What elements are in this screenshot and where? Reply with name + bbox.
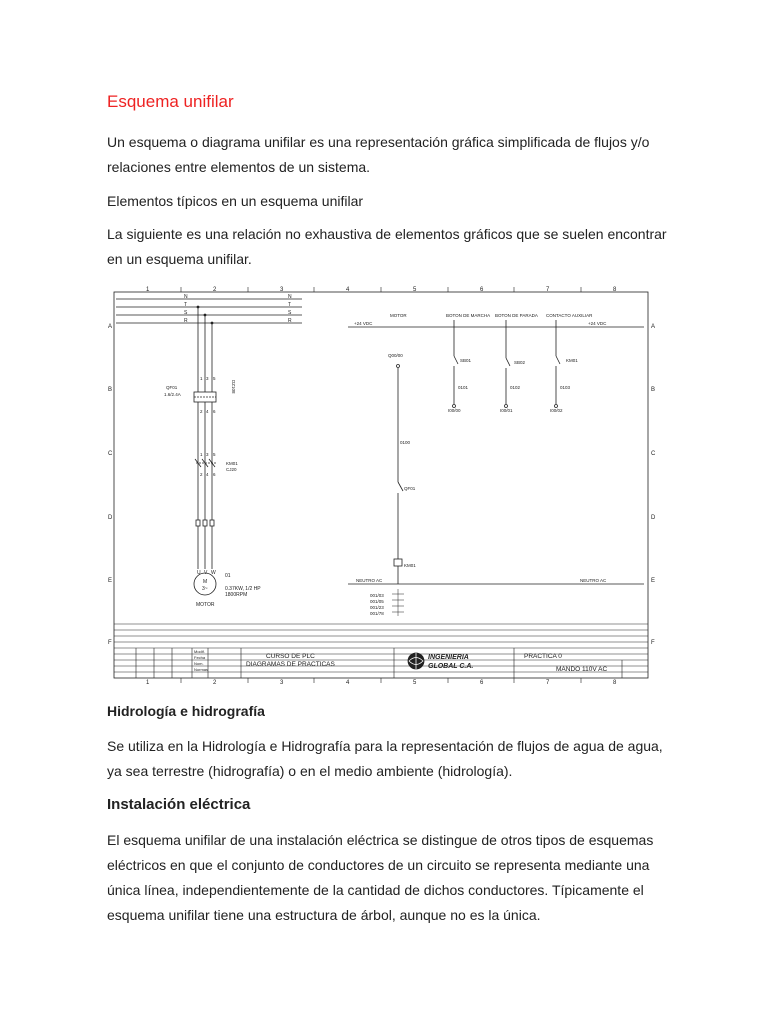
io-label: I00/01 (500, 408, 513, 413)
phase-label: S (184, 310, 188, 316)
terminal-label: 4 (206, 409, 209, 414)
section-heading-hidrologia: Hidrología e hidrografía (107, 703, 265, 719)
section-paragraph-hidrologia: Se utiliza en la Hidrología e Hidrografía para la representación de flujos de agua de agua, ya sea terrestre (hidrografía) o en el medio ambiente (hidrología). (107, 738, 663, 779)
col-number: 2 (213, 680, 217, 684)
terminal-label: 1 (200, 376, 203, 381)
terminal-label: 4 (206, 472, 209, 477)
terminal-label: 6 (213, 409, 216, 414)
elements-heading: Elementos típicos en un esquema unifilar (107, 193, 364, 209)
row-letter: E (651, 578, 656, 584)
col-number: 8 (613, 680, 617, 684)
course-subtitle: DIAGRAMAS DE PRACTICAS (246, 661, 335, 668)
supply-label: +24 VDC (354, 321, 373, 326)
io-label: I00/00 (448, 408, 461, 413)
terminal-label: 6 (213, 472, 216, 477)
company-name: GLOBAL C.A. (428, 663, 474, 670)
row-letter: C (108, 451, 113, 457)
phase-bus (116, 299, 302, 323)
contact-ref: 001/05 (370, 599, 384, 604)
elements-paragraph: La siguiente es una relación no exhaustiva de elementos gráficos que se suelen encontrar en un esquema unifilar. (107, 226, 667, 267)
supply-label: +24 VDC (588, 321, 607, 326)
row-letter: A (651, 324, 656, 330)
row-letter: F (651, 640, 655, 646)
col-number: 6 (480, 680, 484, 684)
row-letter: B (651, 387, 656, 393)
phase-label: R (288, 318, 292, 324)
col-number: 7 (546, 287, 550, 293)
col-number: 3 (280, 680, 284, 684)
page-title: Esquema unifilar (107, 92, 234, 111)
wire-label: 0103 (560, 385, 571, 390)
wire-label: 0100 (400, 440, 411, 445)
col-number: 5 (413, 680, 417, 684)
rev-label: Modif. (194, 649, 205, 654)
diagram-frame (114, 292, 648, 678)
column-header: BOTON DE MARCHA (446, 313, 491, 318)
section-paragraph-instalacion: El esquema unifilar de una instalación eléctrica se distingue de otros tipos de esquemas eléctricos en que el conjunto de conductores de un circuito se representa mediante una única línea, independientemente de la cantidad de dichos conductores. Típicamente el esquema unifilar tiene una estructura de árbol, aunque no es la única. (107, 832, 654, 923)
terminal-label: V (204, 570, 208, 576)
terminal-label: U (197, 570, 201, 576)
company-logo (408, 653, 473, 670)
wire-label: Q00/00 (388, 353, 403, 358)
row-letter: C (651, 451, 656, 457)
phase-label: T (184, 302, 188, 308)
col-number: 3 (280, 287, 284, 293)
terminal-label: 2 (200, 409, 203, 414)
motor-name: MOTOR (196, 602, 215, 608)
rev-label: Fecha (194, 655, 206, 660)
rev-label: Normas (194, 667, 209, 672)
coil-symbol (394, 559, 402, 566)
col-number: 4 (346, 680, 350, 684)
breaker-rating: 1.6/2.4A (164, 392, 181, 397)
qf-contact-label: QF01 (404, 486, 416, 491)
col-number: 7 (546, 680, 550, 684)
row-letter: F (108, 640, 112, 646)
column-header: BOTON DE PARADA (495, 313, 538, 318)
coil-label: KM01 (404, 563, 416, 568)
column-header: MOTOR (390, 313, 407, 318)
phase-labels (184, 294, 292, 324)
contact-ref: 001/23 (370, 605, 384, 610)
button-label: SB01 (460, 358, 472, 363)
terminal-label: 3 (206, 376, 209, 381)
col-number: 1 (146, 680, 150, 684)
column-numbers (146, 287, 617, 684)
course-title: CURSO DE PLC (266, 653, 315, 660)
breaker-code: DZ108 (231, 380, 236, 394)
contact-ref: 001/78 (370, 611, 384, 616)
motor-spec: 1800RPM (225, 592, 248, 598)
terminal-label: 5 (213, 376, 216, 381)
button-label: SB02 (514, 360, 526, 365)
power-conductors (197, 306, 213, 569)
row-letter: D (651, 515, 656, 521)
rev-label: Nom. (194, 661, 204, 666)
practice-label: PRACTICA 0 (524, 653, 562, 660)
motor-spec: 0.37KW, 1/2 HP (225, 586, 261, 592)
phase-label: T (288, 302, 292, 308)
motor-phase-label: 3~ (202, 586, 208, 592)
breaker-label: QF01 (166, 385, 178, 390)
contact-ref: 001/03 (370, 593, 384, 598)
section-heading-instalacion: Instalación eléctrica (107, 796, 251, 813)
motor-ref: 01 (225, 573, 231, 579)
mando-label: MANDO 110V AC (556, 666, 608, 673)
io-label: I00/02 (550, 408, 563, 413)
col-number: 5 (413, 287, 417, 293)
aux-contact-label: KM01 (566, 358, 578, 363)
contactor-label: KM01 (226, 461, 238, 466)
col-number: 1 (146, 287, 150, 293)
col-number: 8 (613, 287, 617, 293)
intro-paragraph: Un esquema o diagrama unifilar es una representación gráfica simplificada de flujos y/o relaciones entre elementos de un sistema. (107, 134, 650, 175)
terminal-label: 3 (206, 452, 209, 457)
motor-symbol-label: M (203, 579, 208, 585)
neutral-label: NEUTRO AC (356, 578, 383, 583)
wire-label: 0101 (458, 385, 469, 390)
wire-label: 0102 (510, 385, 521, 390)
phase-label: R (184, 318, 188, 324)
terminal-label: 5 (213, 452, 216, 457)
col-number: 6 (480, 287, 484, 293)
terminal-label: W (211, 570, 216, 576)
row-letter: D (108, 515, 113, 521)
phase-label: S (288, 310, 292, 316)
terminal-label: 1 (200, 452, 203, 457)
row-letter: E (108, 578, 113, 584)
phase-label: N (288, 294, 292, 300)
contactor-code: CJ20 (226, 467, 237, 472)
col-number: 2 (213, 287, 217, 293)
neutral-label: NEUTRO AC (580, 578, 607, 583)
col-number: 4 (346, 287, 350, 293)
row-letter: B (108, 387, 113, 393)
column-header: CONTACTO AUXILIAR (546, 313, 593, 318)
wiring-diagram (108, 284, 656, 684)
company-name: INGENIERIA (428, 654, 469, 661)
phase-label: N (184, 294, 188, 300)
row-letter: A (108, 324, 113, 330)
terminal-label: 2 (200, 472, 203, 477)
